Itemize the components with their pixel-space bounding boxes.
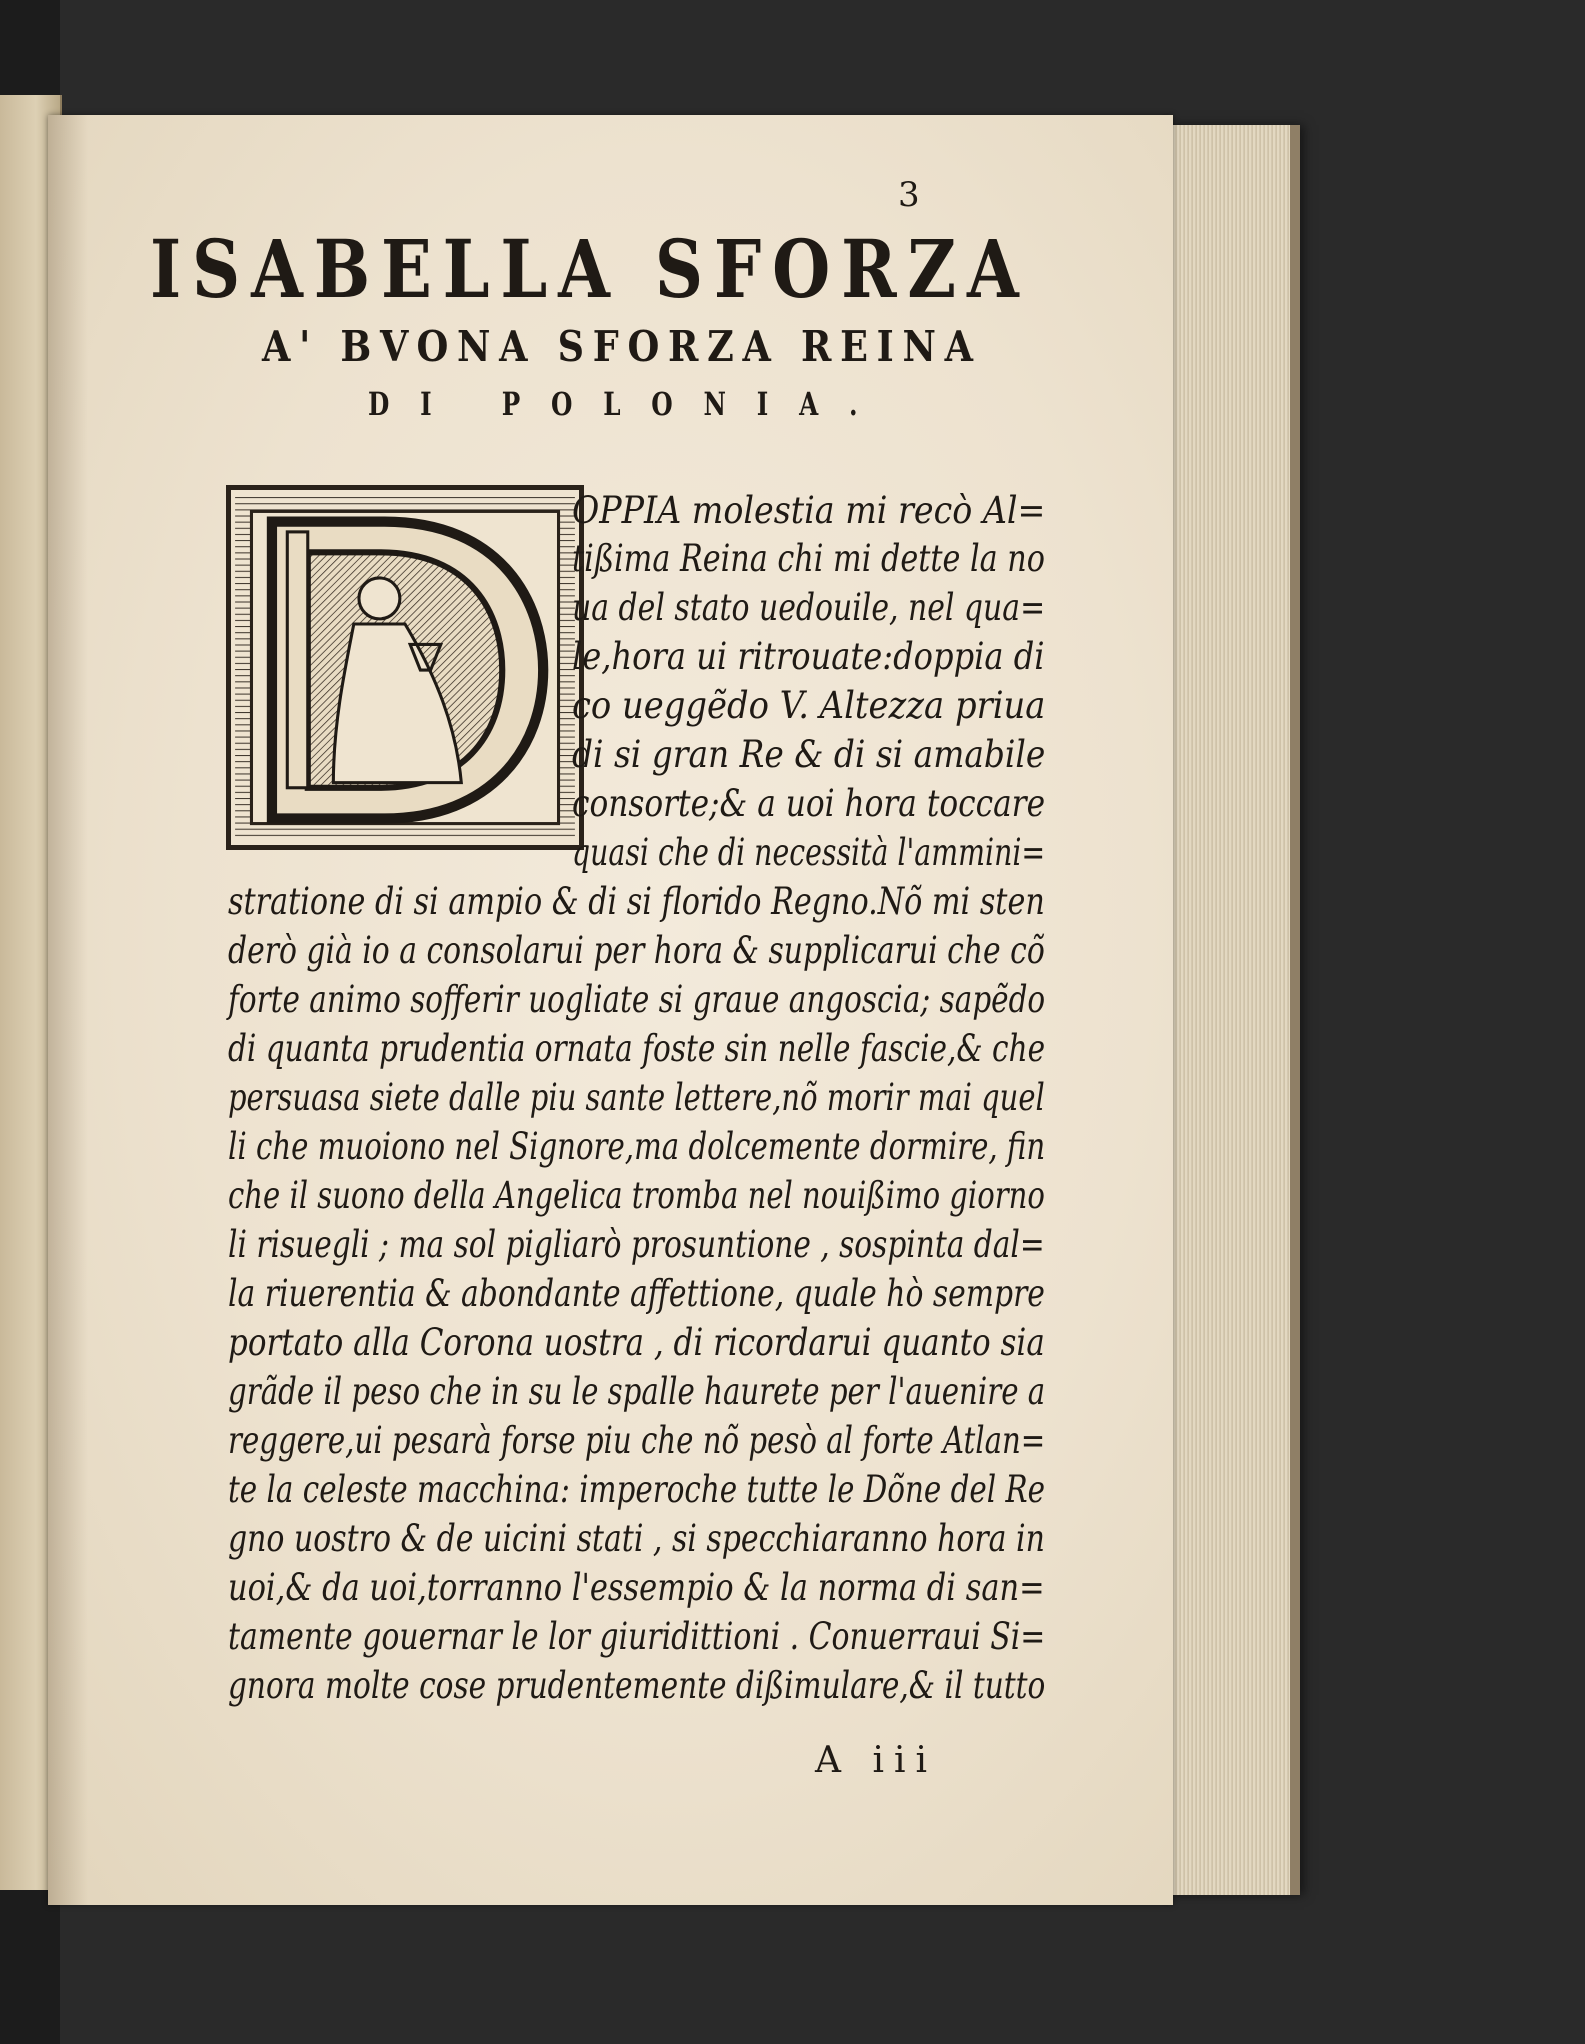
text-line: gnora molte cose prudentemente dißimulare,& il tutto: [228, 1664, 1046, 1707]
text-line: derò già io a consolarui per hora & supplicarui che cõ: [228, 929, 1045, 972]
text-line: stratione di si ampio & di si florido Regno.Nõ mi sten: [228, 880, 1045, 923]
text-line: la riuerentia & abondante affettione, quale hò sempre: [228, 1272, 1045, 1315]
text-line: consorte;& a uoi hora toccare: [572, 782, 1046, 825]
text-line: tamente gouernar le lor giuridittioni . Conuerraui Si=: [228, 1615, 1046, 1658]
signature-mark: A iii: [815, 1740, 937, 1781]
text-line: le,hora ui ritrouate:doppia di: [572, 635, 1045, 678]
text-line: uoi,& da uoi,torranno l'essempio & la norma di san=: [228, 1566, 1045, 1609]
page-number: 3: [898, 175, 920, 215]
text-line: di si gran Re & di si amabile: [572, 733, 1046, 776]
text-line: portato alla Corona uostra , di ricordarui quanto sia: [228, 1321, 1045, 1364]
text-line: co ueggẽdo V. Altezza priua: [572, 684, 1046, 727]
page-subtitle-2: DI POLONIA.: [368, 385, 889, 423]
woodcut-illustration-icon: [231, 490, 579, 845]
text-line: OPPIA molestia mi recò Al=: [572, 489, 1046, 532]
text-line: te la celeste macchina: imperoche tutte le Dõne del Re: [228, 1468, 1046, 1511]
page-title: ISABELLA SFORZA: [150, 222, 1030, 316]
text-line: quasi che di necessità l'ammini=: [572, 831, 1046, 874]
text-line: persuasa siete dalle piu sante lettere,nõ morir mai quel: [228, 1076, 1045, 1119]
decorated-initial: [226, 485, 584, 850]
text-line: gno uostro & de uicini stati , si specchiaranno hora in: [228, 1517, 1045, 1560]
text-line: ua del stato uedouile, nel qua=: [572, 586, 1046, 629]
text-line: che il suono della Angelica tromba nel nouißimo giorno: [228, 1174, 1045, 1217]
text-line: reggere,ui pesarà forse piu che nõ pesò al forte Atlan=: [228, 1419, 1046, 1462]
text-line: di quanta prudentia ornata foste sin nelle fascie,& che: [228, 1027, 1046, 1070]
text-line: li risuegli ; ma sol pigliarò prosuntione , sospinta dal=: [228, 1223, 1045, 1266]
text-line: li che muoiono nel Signore,ma dolcemente dormire, fin: [228, 1125, 1046, 1168]
page-subtitle: A' BVONA SFORZA REINA: [262, 322, 982, 371]
book-page-edges: [1165, 125, 1300, 1895]
text-line: forte animo sofferir uogliate si graue angoscia; sapẽdo: [228, 978, 1046, 1021]
text-line: tißima Reina chi mi dette la no: [572, 537, 1045, 580]
text-line: grãde il peso che in su le spalle haurete per l'auenire a: [228, 1370, 1046, 1413]
